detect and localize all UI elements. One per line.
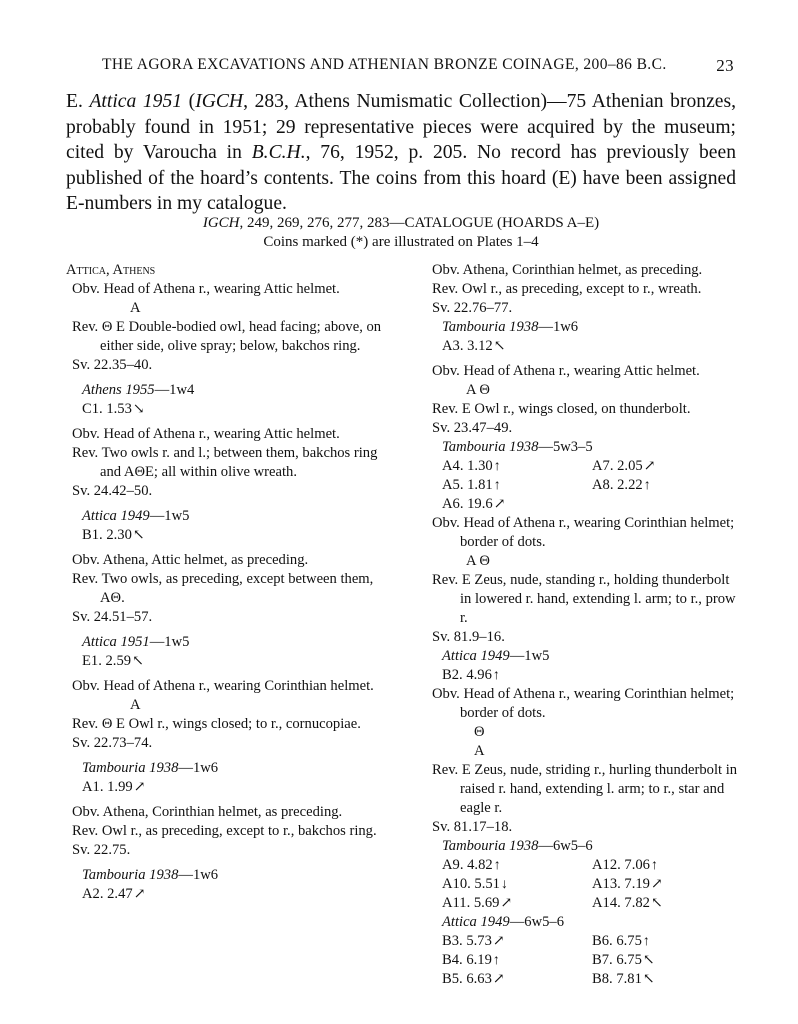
die-axis-arrow-icon: ↑ bbox=[492, 668, 500, 683]
catalogue-heading-line2: Coins marked (*) are illustrated on Plates 1–4 bbox=[263, 234, 539, 250]
hoard-line bbox=[426, 837, 738, 856]
coin-weight: B7. 6.75 bbox=[592, 952, 642, 968]
svoronos-ref: Sv. 81.17–18. bbox=[432, 819, 513, 835]
hoard-name: Tambouria 1938 bbox=[82, 867, 179, 883]
coin-weight: A13. 7.19 bbox=[592, 876, 650, 892]
entry-reverse: Rev. E Owl r., wings closed, on thunderbolt. bbox=[432, 401, 691, 417]
intro-text-1: , 283, Athens Numismatic Collection)—75 Athenian bronzes, probably found in 1951; 29 representative pieces were acquired by the museum; cited by Varoucha in bbox=[66, 91, 736, 163]
hoard-line bbox=[66, 633, 396, 652]
die-axis-arrow-icon: ↑ bbox=[650, 858, 658, 873]
coin-weight: A7. 2.05 bbox=[592, 458, 643, 474]
catalogue-heading-line1 bbox=[66, 214, 736, 233]
hoard-e-paragraph bbox=[66, 89, 736, 217]
monogram: A bbox=[130, 697, 141, 713]
svoronos-ref: Sv. 22.76–77. bbox=[432, 300, 513, 316]
paren: ( bbox=[182, 91, 196, 112]
die-axis-arrow-icon: ↗ bbox=[650, 877, 663, 892]
entry-reverse: Rev. Θ E Double-bodied owl, head facing; above, on either side, olive spray; below, bakchos ring. bbox=[72, 319, 382, 354]
coin-weight: C1. 1.53 bbox=[82, 401, 132, 417]
coin-weight: A14. 7.82 bbox=[592, 895, 650, 911]
hoard-line bbox=[426, 318, 738, 337]
catalogue-heading-rest: , 249, 269, 276, 277, 283—CATALOGUE (HOARDS A–E) bbox=[239, 215, 600, 231]
coin-weight: B3. 5.73 bbox=[442, 933, 492, 949]
entry-reverse: Rev. Two owls r. and l.; between them, bakchos ring and AΘE; all within olive wreath. bbox=[72, 445, 378, 480]
hoard-label: E. bbox=[66, 91, 90, 112]
coin-entry bbox=[66, 526, 396, 545]
die-axis-arrow-icon: ↓ bbox=[500, 877, 508, 892]
coin-weight: A6. 19.6 bbox=[442, 496, 493, 512]
die-axis-arrow-icon: ↖ bbox=[642, 972, 655, 987]
die-axis-arrow-icon: ↑ bbox=[493, 459, 501, 474]
monogram: A Θ bbox=[466, 553, 490, 569]
coin-weight: B5. 6.63 bbox=[442, 971, 492, 987]
coin-entry bbox=[66, 885, 396, 904]
hoard-code: —1w5 bbox=[149, 634, 190, 650]
svoronos-ref: Sv. 22.75. bbox=[72, 842, 131, 858]
hoard-code: —1w5 bbox=[509, 648, 550, 664]
entry-obverse: Obv. Athena, Corinthian helmet, as preceding. bbox=[432, 262, 703, 278]
section-heading: Attica, Athens bbox=[66, 262, 156, 278]
die-axis-arrow-icon: ↖ bbox=[650, 896, 663, 911]
entry-obverse: Obv. Head of Athena r., wearing Corinthian helmet; border of dots. bbox=[432, 515, 735, 550]
coin-weight: A5. 1.81 bbox=[442, 477, 493, 493]
left-column bbox=[66, 261, 396, 904]
die-axis-arrow-icon: ↑ bbox=[493, 478, 501, 493]
bch-ref: B.C.H. bbox=[251, 142, 306, 163]
coin-pair-row bbox=[426, 856, 672, 875]
coin-weight: A10. 5.51 bbox=[442, 876, 500, 892]
hoard-line bbox=[426, 647, 738, 666]
hoard-line bbox=[426, 913, 738, 932]
coin-entry bbox=[66, 652, 396, 671]
running-head-title: THE AGORA EXCAVATIONS AND ATHENIAN BRONZE COINAGE, 200–86 B.C. bbox=[102, 56, 667, 73]
hoard-line bbox=[66, 507, 396, 526]
entry-obverse: Obv. Head of Athena r., wearing Attic helmet. bbox=[72, 281, 340, 297]
die-axis-arrow-icon: ↗ bbox=[133, 780, 146, 795]
svoronos-ref: Sv. 22.35–40. bbox=[72, 357, 153, 373]
die-axis-arrow-icon: ↑ bbox=[643, 478, 651, 493]
coin-weight: B1. 2.30 bbox=[82, 527, 132, 543]
die-axis-arrow-icon: ↗ bbox=[492, 934, 505, 949]
monogram: A bbox=[130, 300, 141, 316]
svoronos-ref: Sv. 24.42–50. bbox=[72, 483, 153, 499]
svoronos-ref: Sv. 81.9–16. bbox=[432, 629, 505, 645]
coin-weight: A9. 4.82 bbox=[442, 857, 493, 873]
hoard-name: Tambouria 1938 bbox=[442, 838, 539, 854]
die-axis-arrow-icon: ↑ bbox=[493, 858, 501, 873]
hoard-name: Attica 1951 bbox=[89, 91, 183, 112]
coin-weight: A3. 3.12 bbox=[442, 338, 493, 354]
entry-obverse: Obv. Head of Athena r., wearing Attic helmet. bbox=[72, 426, 340, 442]
die-axis-arrow-icon: ↖ bbox=[132, 654, 144, 669]
entry-obverse: Obv. Head of Athena r., wearing Corinthian helmet; border of dots. bbox=[432, 686, 735, 721]
hoard-code: —1w6 bbox=[538, 319, 579, 335]
coin-weight: E1. 2.59 bbox=[82, 653, 132, 669]
coin-pair-row bbox=[426, 476, 672, 495]
entry-obverse: Obv. Athena, Corinthian helmet, as preceding. bbox=[72, 804, 343, 820]
coin-weight: A11. 5.69 bbox=[442, 895, 500, 911]
hoard-line bbox=[426, 438, 738, 457]
hoard-code: —1w4 bbox=[154, 382, 195, 398]
coin-pair-row bbox=[426, 932, 672, 951]
entry-reverse: Rev. E Zeus, nude, standing r., holding thunderbolt in lowered r. hand, extending l. arm; to r., prow r. bbox=[432, 572, 736, 626]
igch-ref: IGCH bbox=[195, 91, 244, 112]
page-number: 23 bbox=[716, 56, 734, 75]
coin-weight: A1. 1.99 bbox=[82, 779, 133, 795]
coin-weight: A8. 2.22 bbox=[592, 477, 643, 493]
hoard-line bbox=[66, 866, 396, 885]
coin-weight: B4. 6.19 bbox=[442, 952, 492, 968]
coin-weight: B2. 4.96 bbox=[442, 667, 492, 683]
hoard-code: —6w5–6 bbox=[509, 914, 565, 930]
die-axis-arrow-icon: ↗ bbox=[643, 459, 656, 474]
die-axis-arrow-icon: ↖ bbox=[493, 339, 506, 354]
hoard-name: Tambouria 1938 bbox=[442, 439, 539, 455]
hoard-name: Attica 1949 bbox=[442, 914, 510, 930]
coin-weight: B6. 6.75 bbox=[592, 933, 642, 949]
coin-weight: B8. 7.81 bbox=[592, 971, 642, 987]
coin-weight: A4. 1.30 bbox=[442, 458, 493, 474]
entry-reverse: Rev. Owl r., as preceding, except to r., wreath. bbox=[432, 281, 702, 297]
coin-weight: A2. 2.47 bbox=[82, 886, 133, 902]
die-axis-arrow-icon: ↑ bbox=[642, 934, 650, 949]
monogram: Θ bbox=[474, 724, 485, 740]
entry-obverse: Obv. Head of Athena r., wearing Corinthian helmet. bbox=[72, 678, 374, 694]
hoard-code: —1w5 bbox=[149, 508, 190, 524]
die-axis-arrow-icon: ↘ bbox=[132, 402, 145, 417]
entry-reverse: Rev. Two owls, as preceding, except between them, AΘ. bbox=[72, 571, 374, 606]
intro-text-2: , 76, 1952, p. 205. No record has previously been published of the hoard’s contents. The coins from this hoard (E) have been assigned E-numbers in my catalogue. bbox=[66, 142, 737, 214]
monogram: A Θ bbox=[466, 382, 490, 398]
die-axis-arrow-icon: ↗ bbox=[500, 896, 513, 911]
catalogue-igch: IGCH bbox=[202, 215, 240, 231]
die-axis-arrow-icon: ↗ bbox=[493, 497, 506, 512]
hoard-code: —6w5–6 bbox=[538, 838, 593, 854]
die-axis-arrow-icon: ↗ bbox=[133, 887, 146, 902]
catalogue-heading bbox=[66, 214, 736, 252]
hoard-name: Attica 1949 bbox=[442, 648, 510, 664]
coin-pair-row bbox=[426, 970, 672, 989]
coin-pair-row bbox=[426, 875, 672, 894]
entry-reverse: Rev. Owl r., as preceding, except to r., bakchos ring. bbox=[72, 823, 377, 839]
hoard-code: —1w6 bbox=[178, 760, 219, 776]
die-axis-arrow-icon: ↖ bbox=[642, 953, 655, 968]
coin-entry bbox=[426, 337, 738, 356]
entry-obverse: Obv. Head of Athena r., wearing Attic helmet. bbox=[432, 363, 700, 379]
hoard-code: —1w6 bbox=[178, 867, 219, 883]
die-axis-arrow-icon: ↑ bbox=[492, 953, 500, 968]
hoard-line bbox=[66, 381, 396, 400]
entry-obverse: Obv. Athena, Attic helmet, as preceding. bbox=[72, 552, 309, 568]
right-column bbox=[426, 261, 738, 989]
hoard-line bbox=[66, 759, 396, 778]
hoard-name: Attica 1949 bbox=[82, 508, 150, 524]
hoard-name: Athens 1955 bbox=[82, 382, 155, 398]
svoronos-ref: Sv. 22.73–74. bbox=[72, 735, 153, 751]
monogram: A bbox=[474, 743, 485, 759]
hoard-code: —5w3–5 bbox=[538, 439, 593, 455]
coin-pair-row bbox=[426, 894, 672, 913]
hoard-name: Tambouria 1938 bbox=[442, 319, 539, 335]
coin-entry bbox=[66, 400, 396, 419]
coin-weight: A12. 7.06 bbox=[592, 857, 650, 873]
svoronos-ref: Sv. 24.51–57. bbox=[72, 609, 153, 625]
entry-reverse: Rev. Θ E Owl r., wings closed; to r., cornucopiae. bbox=[72, 716, 361, 732]
coin-pair-row bbox=[426, 457, 672, 476]
svoronos-ref: Sv. 23.47–49. bbox=[432, 420, 513, 436]
coin-pair-row bbox=[426, 951, 672, 970]
die-axis-arrow-icon: ↗ bbox=[492, 972, 505, 987]
hoard-name: Attica 1951 bbox=[82, 634, 150, 650]
hoard-name: Tambouria 1938 bbox=[82, 760, 179, 776]
coin-entry bbox=[426, 666, 738, 685]
coin-pair-row bbox=[426, 495, 672, 514]
entry-reverse: Rev. E Zeus, nude, striding r., hurling thunderbolt in raised r. hand, extending l. arm; to r., star and eagle r. bbox=[432, 762, 738, 816]
coin-entry bbox=[66, 778, 396, 797]
die-axis-arrow-icon: ↖ bbox=[132, 528, 145, 543]
